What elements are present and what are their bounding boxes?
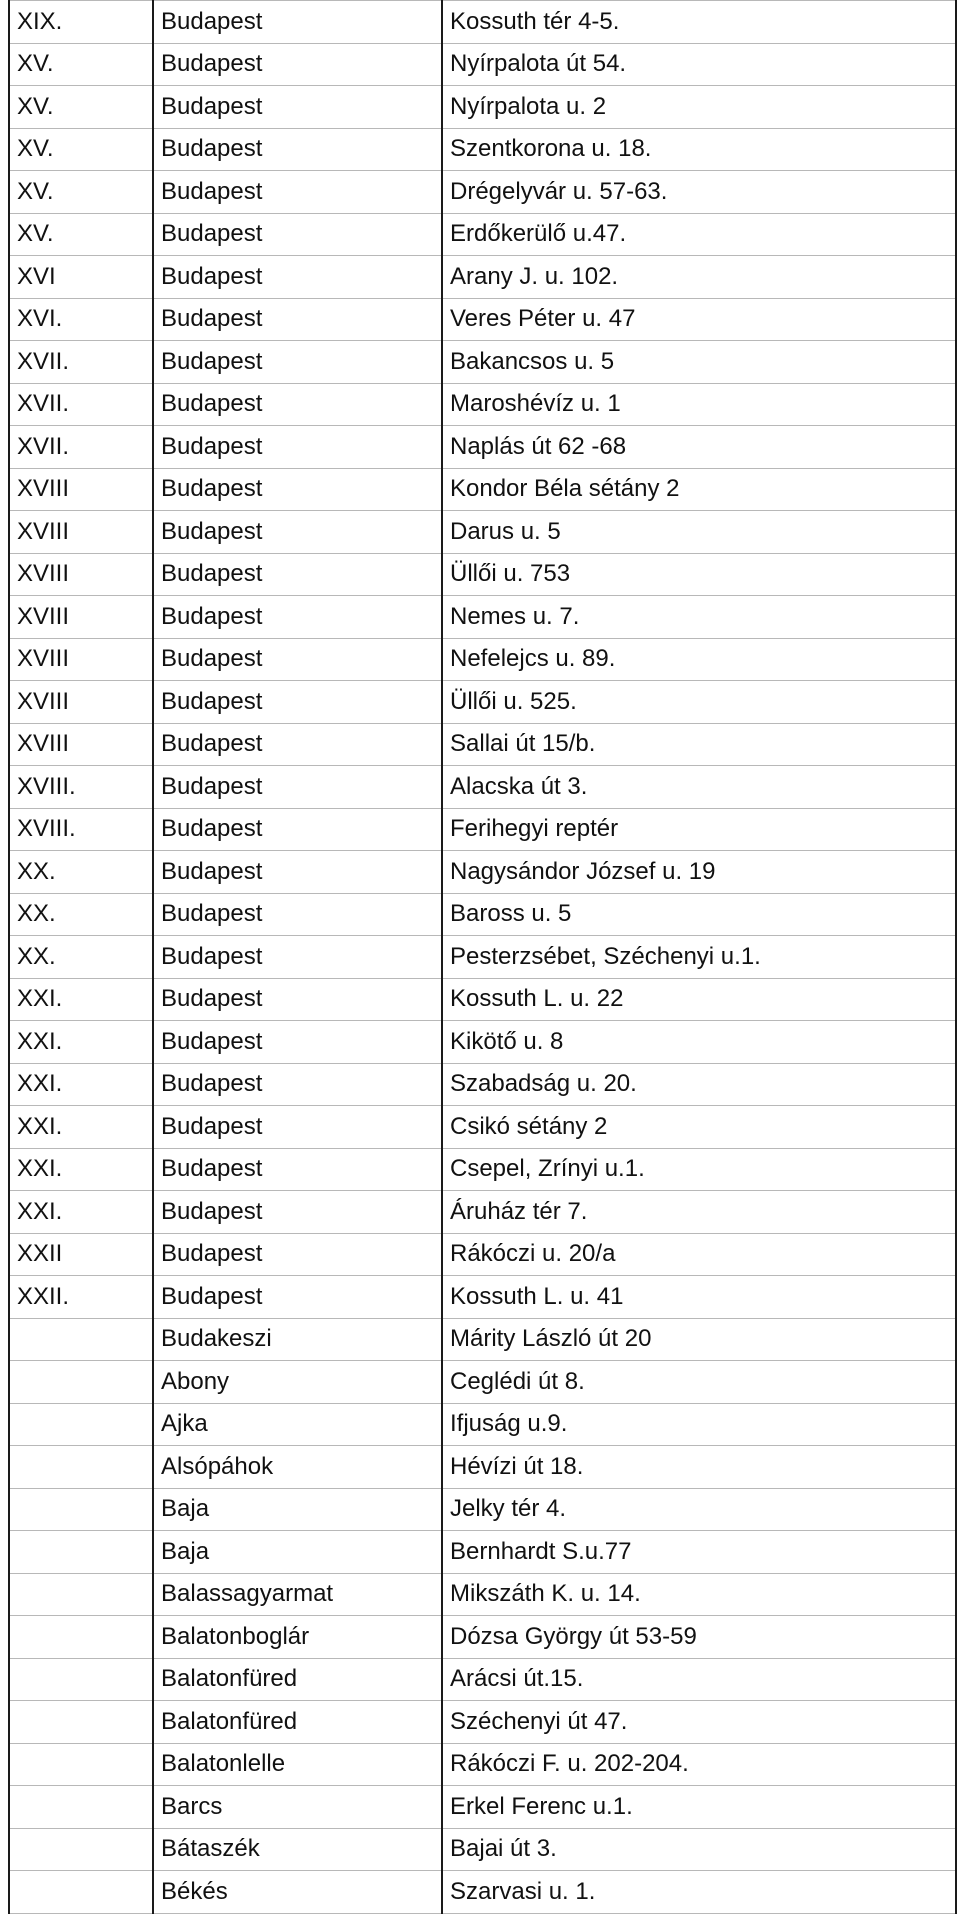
address-cell: Mikszáth K. u. 14. xyxy=(442,1573,956,1616)
table-row xyxy=(9,1786,956,1829)
table-row xyxy=(9,1743,956,1786)
table-row xyxy=(9,1658,956,1701)
city-cell: Budapest xyxy=(153,511,442,554)
district-cell: XVII. xyxy=(9,383,153,426)
district-cell: XXI. xyxy=(9,1063,153,1106)
address-cell: Nagysándor József u. 19 xyxy=(442,851,956,894)
table-row xyxy=(9,1531,956,1574)
table-row xyxy=(9,171,956,214)
address-cell: Pesterzsébet, Széchenyi u.1. xyxy=(442,936,956,979)
city-cell: Budapest xyxy=(153,383,442,426)
city-cell: Budapest xyxy=(153,936,442,979)
address-cell: Nemes u. 7. xyxy=(442,596,956,639)
table-row xyxy=(9,86,956,129)
city-cell: Budapest xyxy=(153,426,442,469)
district-cell: XVIII xyxy=(9,468,153,511)
district-cell: XX. xyxy=(9,893,153,936)
table-row xyxy=(9,256,956,299)
address-cell: Maroshévíz u. 1 xyxy=(442,383,956,426)
table-row xyxy=(9,1021,956,1064)
address-cell: Szarvasi u. 1. xyxy=(442,1871,956,1914)
address-cell: Ifjuság u.9. xyxy=(442,1403,956,1446)
city-cell: Budapest xyxy=(153,86,442,129)
city-cell: Budapest xyxy=(153,808,442,851)
city-cell: Budapest xyxy=(153,1191,442,1234)
city-cell: Budapest xyxy=(153,638,442,681)
address-cell: Nyírpalota út 54. xyxy=(442,43,956,86)
district-cell: XIX. xyxy=(9,1,153,44)
address-cell: Márity László út 20 xyxy=(442,1318,956,1361)
address-cell: Kossuth L. u. 41 xyxy=(442,1276,956,1319)
address-cell: Baross u. 5 xyxy=(442,893,956,936)
table-row xyxy=(9,893,956,936)
city-cell: Budapest xyxy=(153,553,442,596)
table-row xyxy=(9,383,956,426)
district-cell: XVIII xyxy=(9,681,153,724)
city-cell: Alsópáhok xyxy=(153,1446,442,1489)
table-row xyxy=(9,638,956,681)
address-cell: Csepel, Zrínyi u.1. xyxy=(442,1148,956,1191)
city-cell: Budapest xyxy=(153,1233,442,1276)
table-row xyxy=(9,1148,956,1191)
district-cell xyxy=(9,1403,153,1446)
city-cell: Baja xyxy=(153,1488,442,1531)
table-row xyxy=(9,468,956,511)
city-cell: Budapest xyxy=(153,341,442,384)
district-cell xyxy=(9,1828,153,1871)
table-row xyxy=(9,511,956,554)
city-cell: Budapest xyxy=(153,43,442,86)
address-cell: Kossuth tér 4-5. xyxy=(442,1,956,44)
address-cell: Dózsa György út 53-59 xyxy=(442,1616,956,1659)
city-cell: Budapest xyxy=(153,171,442,214)
city-cell: Balatonfüred xyxy=(153,1701,442,1744)
district-cell: XVIII xyxy=(9,553,153,596)
district-cell: XX. xyxy=(9,851,153,894)
city-cell: Budapest xyxy=(153,298,442,341)
table-row xyxy=(9,1233,956,1276)
table-row xyxy=(9,1616,956,1659)
address-cell: Arácsi út.15. xyxy=(442,1658,956,1701)
address-cell: Erdőkerülő u.47. xyxy=(442,213,956,256)
district-cell xyxy=(9,1616,153,1659)
table-row xyxy=(9,766,956,809)
table-row xyxy=(9,1,956,44)
district-cell: XV. xyxy=(9,171,153,214)
district-cell xyxy=(9,1446,153,1489)
address-cell: Kondor Béla sétány 2 xyxy=(442,468,956,511)
table-row xyxy=(9,128,956,171)
table-row xyxy=(9,1191,956,1234)
district-cell: XVI xyxy=(9,256,153,299)
city-cell: Budapest xyxy=(153,723,442,766)
table-row xyxy=(9,43,956,86)
address-cell: Jelky tér 4. xyxy=(442,1488,956,1531)
table-row xyxy=(9,1573,956,1616)
address-cell: Kossuth L. u. 22 xyxy=(442,978,956,1021)
address-cell: Nefelejcs u. 89. xyxy=(442,638,956,681)
city-cell: Bátaszék xyxy=(153,1828,442,1871)
district-cell: XXI. xyxy=(9,1106,153,1149)
table-row xyxy=(9,681,956,724)
table-row xyxy=(9,851,956,894)
district-cell: XXI. xyxy=(9,1191,153,1234)
city-cell: Balassagyarmat xyxy=(153,1573,442,1616)
table-row xyxy=(9,1701,956,1744)
city-cell: Barcs xyxy=(153,1786,442,1829)
table-row xyxy=(9,596,956,639)
city-cell: Balatonlelle xyxy=(153,1743,442,1786)
address-cell: Kikötő u. 8 xyxy=(442,1021,956,1064)
district-cell xyxy=(9,1361,153,1404)
city-cell: Budapest xyxy=(153,851,442,894)
district-cell xyxy=(9,1786,153,1829)
address-cell: Üllői u. 753 xyxy=(442,553,956,596)
district-cell xyxy=(9,1658,153,1701)
city-cell: Budapest xyxy=(153,1148,442,1191)
table-row xyxy=(9,808,956,851)
address-cell: Drégelyvár u. 57-63. xyxy=(442,171,956,214)
district-cell: XVIII. xyxy=(9,808,153,851)
table-row xyxy=(9,1403,956,1446)
address-cell: Nyírpalota u. 2 xyxy=(442,86,956,129)
city-cell: Budapest xyxy=(153,1106,442,1149)
city-cell: Budapest xyxy=(153,128,442,171)
city-cell: Budapest xyxy=(153,256,442,299)
district-cell: XVI. xyxy=(9,298,153,341)
address-cell: Bernhardt S.u.77 xyxy=(442,1531,956,1574)
address-cell: Alacska út 3. xyxy=(442,766,956,809)
address-cell: Bajai út 3. xyxy=(442,1828,956,1871)
address-cell: Ferihegyi reptér xyxy=(442,808,956,851)
table-row xyxy=(9,936,956,979)
table-row xyxy=(9,1106,956,1149)
district-cell: XVIII xyxy=(9,596,153,639)
address-cell: Széchenyi út 47. xyxy=(442,1701,956,1744)
district-cell: XV. xyxy=(9,213,153,256)
address-cell: Rákóczi u. 20/a xyxy=(442,1233,956,1276)
city-cell: Budapest xyxy=(153,1276,442,1319)
address-cell: Darus u. 5 xyxy=(442,511,956,554)
city-cell: Budapest xyxy=(153,978,442,1021)
city-cell: Budapest xyxy=(153,468,442,511)
address-cell: Hévízi út 18. xyxy=(442,1446,956,1489)
district-cell xyxy=(9,1743,153,1786)
district-cell xyxy=(9,1573,153,1616)
address-cell: Ceglédi út 8. xyxy=(442,1361,956,1404)
table-row xyxy=(9,723,956,766)
city-cell: Abony xyxy=(153,1361,442,1404)
address-cell: Veres Péter u. 47 xyxy=(442,298,956,341)
address-cell: Sallai út 15/b. xyxy=(442,723,956,766)
city-cell: Balatonfüred xyxy=(153,1658,442,1701)
address-table xyxy=(8,0,957,1914)
district-cell: XX. xyxy=(9,936,153,979)
address-cell: Áruház tér 7. xyxy=(442,1191,956,1234)
city-cell: Békés xyxy=(153,1871,442,1914)
district-cell: XXI. xyxy=(9,1148,153,1191)
district-cell: XVII. xyxy=(9,341,153,384)
city-cell: Balatonboglár xyxy=(153,1616,442,1659)
district-cell: XV. xyxy=(9,43,153,86)
district-cell: XXI. xyxy=(9,978,153,1021)
table-row xyxy=(9,1488,956,1531)
district-cell: XV. xyxy=(9,86,153,129)
district-cell xyxy=(9,1701,153,1744)
district-cell: XVIII xyxy=(9,511,153,554)
table-row xyxy=(9,341,956,384)
city-cell: Baja xyxy=(153,1531,442,1574)
address-cell: Erkel Ferenc u.1. xyxy=(442,1786,956,1829)
district-cell xyxy=(9,1488,153,1531)
table-row xyxy=(9,1361,956,1404)
city-cell: Budapest xyxy=(153,1,442,44)
district-cell: XVIII. xyxy=(9,766,153,809)
address-cell: Arany J. u. 102. xyxy=(442,256,956,299)
district-cell: XVII. xyxy=(9,426,153,469)
district-cell: XXI. xyxy=(9,1021,153,1064)
district-cell: XXII xyxy=(9,1233,153,1276)
address-cell: Rákóczi F. u. 202-204. xyxy=(442,1743,956,1786)
city-cell: Budapest xyxy=(153,213,442,256)
district-cell xyxy=(9,1871,153,1914)
city-cell: Budakeszi xyxy=(153,1318,442,1361)
city-cell: Budapest xyxy=(153,766,442,809)
table-row xyxy=(9,1276,956,1319)
district-cell xyxy=(9,1318,153,1361)
address-cell: Bakancsos u. 5 xyxy=(442,341,956,384)
district-cell: XV. xyxy=(9,128,153,171)
table-row xyxy=(9,298,956,341)
city-cell: Budapest xyxy=(153,1063,442,1106)
table-row xyxy=(9,1063,956,1106)
table-row xyxy=(9,1446,956,1489)
table-row xyxy=(9,978,956,1021)
address-cell: Szabadság u. 20. xyxy=(442,1063,956,1106)
address-cell: Csikó sétány 2 xyxy=(442,1106,956,1149)
table-row xyxy=(9,213,956,256)
district-cell xyxy=(9,1531,153,1574)
address-cell: Üllői u. 525. xyxy=(442,681,956,724)
city-cell: Budapest xyxy=(153,1021,442,1064)
city-cell: Budapest xyxy=(153,893,442,936)
address-cell: Naplás út 62 -68 xyxy=(442,426,956,469)
city-cell: Budapest xyxy=(153,681,442,724)
table-row xyxy=(9,553,956,596)
address-table-body xyxy=(9,1,956,1914)
city-cell: Ajka xyxy=(153,1403,442,1446)
district-cell: XXII. xyxy=(9,1276,153,1319)
district-cell: XVIII xyxy=(9,638,153,681)
district-cell: XVIII xyxy=(9,723,153,766)
table-row xyxy=(9,1871,956,1914)
table-row xyxy=(9,1828,956,1871)
address-cell: Szentkorona u. 18. xyxy=(442,128,956,171)
city-cell: Budapest xyxy=(153,596,442,639)
table-row xyxy=(9,1318,956,1361)
table-row xyxy=(9,426,956,469)
